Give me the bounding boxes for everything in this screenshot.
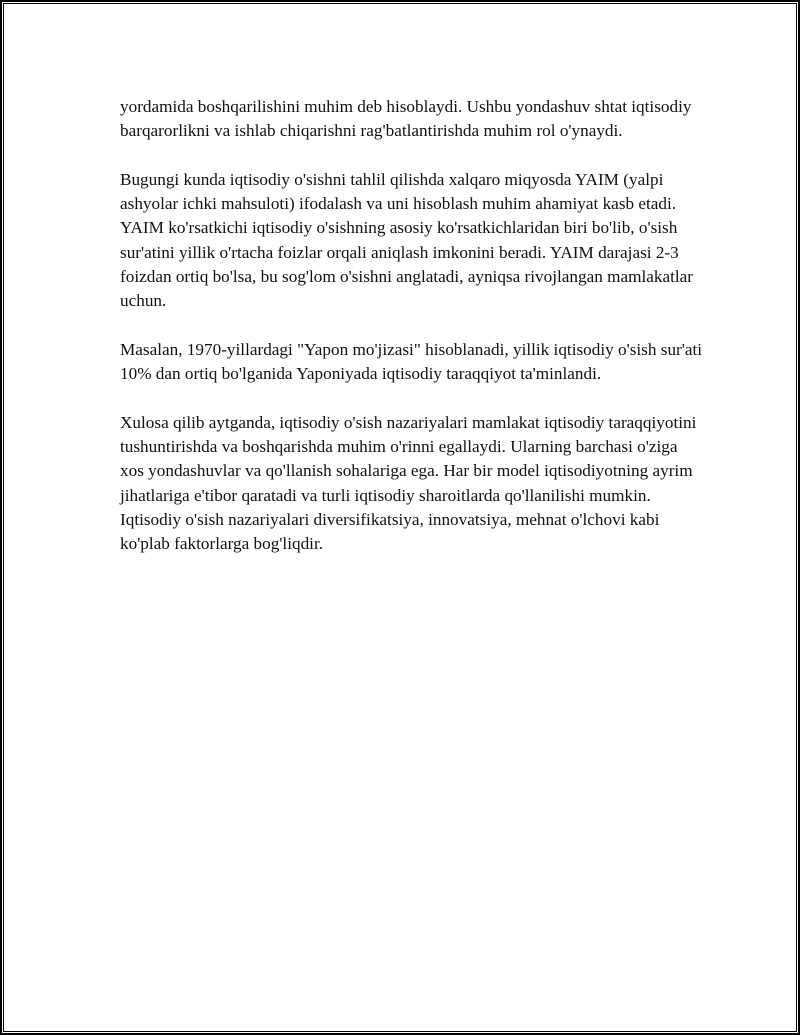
paragraph-1: yordamida boshqarilishini muhim deb hisoblaydi. Ushbu yondashuv shtat iqtisodiy barqarorlikni va ishlab chiqarishni rag'batlantirishda muhim rol o'ynaydi. xyxy=(120,97,692,141)
paragraph-3: Masalan, 1970-yillardagi "Yapon mo'jizasi" hisoblanadi, yillik iqtisodiy o'sish sur'ati 10% dan ortiq bo'lganida Yaponiyada iqtisodiy taraqqiyot ta'minlandi. xyxy=(120,339,703,384)
document-body xyxy=(120,95,705,581)
paragraph-4: Xulosa qilib aytganda, iqtisodiy o'sish nazariyalari mamlakat iqtisodiy taraqqiyotini tushuntirishda va boshqarishda muhim o'rinni egallaydi. Ularning barchasi o'ziga xos yondashuvlar va qo'llanish sohalariga ega. Har bir model iqtisodiyotning ayrim jihatlariga e'tibor qaratadi va turli iqtisodiy sharoitlarda qo'llanilishi mumkin. Iqtisodiy o'sish nazariyalari diversifikatsiya, innovatsiya, mehnat o'lchovi kabi ko'plab faktorlarga bog'liqdir. xyxy=(120,412,697,554)
paragraph-2: Bugungi kunda iqtisodiy o'sishni tahlil qilishda xalqaro miqyosda YAIM (yalpi ashyolar ichki mahsuloti) ifodalash va uni hisoblash muhim ahamiyat kasb etadi. YAIM ko'rsatkichi iqtisodiy o'sishning asosiy ko'rsatkichlaridan biri bo'lib, o'sish sur'atini yillik o'rtacha foizlar orqali aniqlash imkonini beradi. YAIM darajasi 2-3 foizdan ortiq bo'lsa, bu sog'lom o'sishni anglatadi, ayniqsa rivojlangan mamlakatlar uchun. xyxy=(120,169,694,311)
